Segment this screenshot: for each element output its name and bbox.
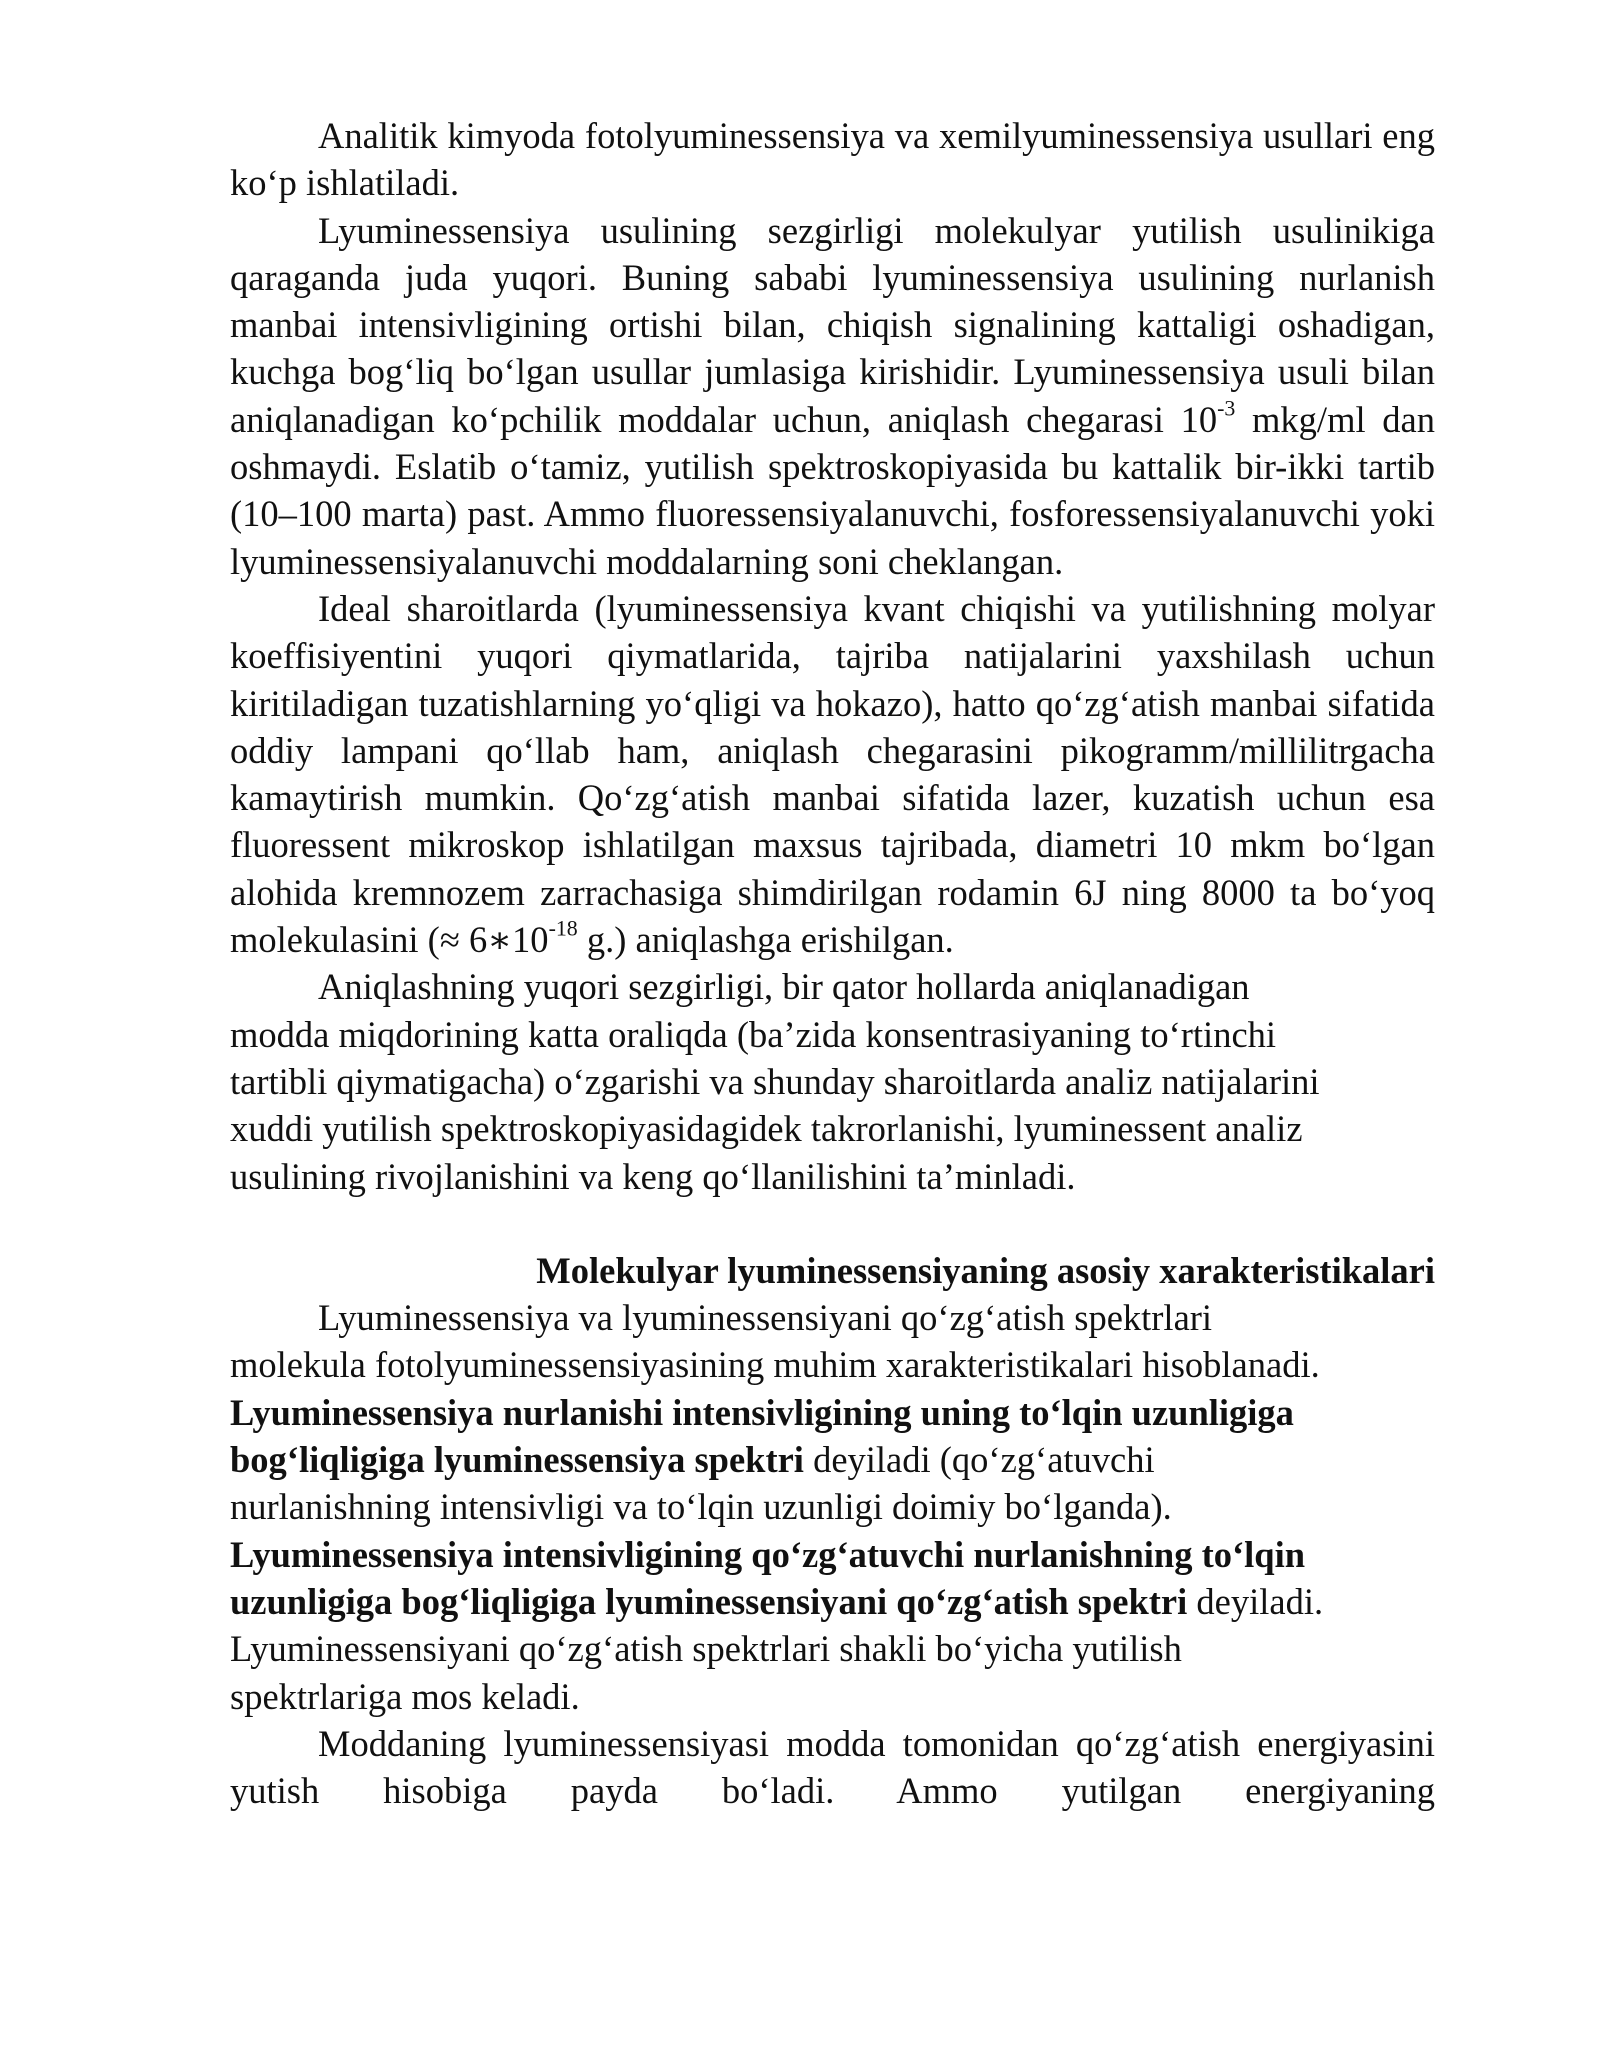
section-heading: Molekulyar lyuminessensiyaning asosiy xarakteristikalari	[536, 1249, 1435, 1291]
paragraph-methods: Analitik kimyoda fotolyuminessensiya va xemilyuminessensiya usullari eng ko‘p ishlatiladi.	[230, 115, 1435, 204]
blank-line	[230, 1200, 1435, 1247]
paragraph-spectra-line: Lyuminessensiya va lyuminessensiyani qo‘zg‘atish spektrlari	[318, 1297, 1213, 1339]
exponent-minus-3: -3	[1217, 395, 1236, 421]
definition-term-excitation-spectrum: uzunligiga bog‘liqligiga lyuminessensiyani qo‘zg‘atish spektri	[230, 1580, 1188, 1622]
paragraph-spectra-line	[230, 1578, 1435, 1625]
definition-term-luminescence-spectrum: bog‘liqligiga lyuminessensiya spektri	[230, 1439, 804, 1481]
paragraph-high-sensitivity-line: usulining rivojlanishini va keng qo‘llanilishini ta’minladi.	[230, 1155, 1076, 1197]
paragraph-ideal-text-1: Ideal sharoitlarda (lyuminessensiya kvant chiqishi va yutilishning molyar koeffisiyentini yuqori qiymatlarida, tajriba natijalarini yaxshilash uchun kiritiladigan tuzatishlarning yo‘qligi va hokazo), hatto qo‘zg‘atish manbai sifatida oddiy lampani qo‘llab ham, aniqlash chegarasini pikogramm/millilitrgacha kamaytirish mumkin. Qo‘zg‘atish manbai sifatida lazer, kuzatish uchun esa fluoressent mikroskop ishlatilgan maxsus tajribada, diametri 10 mkm bo‘lgan alohida kremnozem zarrachasiga shimdirilgan rodamin 6J ning 8000 ta bo‘yoq molekulasini (≈ 6∗10	[230, 587, 1435, 961]
paragraph-energy: Moddaning lyuminessensiyasi modda tomonidan qo‘zg‘atish energiyasini yutish hisobiga payda bo‘ladi. Ammo yutilgan energiyaning	[230, 1722, 1435, 1812]
paragraph-sensitivity-text-2: mkg/ml dan oshmaydi. Eslatib o‘tamiz, yutilish spektroskopiyasida bu kattalik bir-ikki tartib (10–100 marta) past. Ammo fluoressensiyalanuvchi, fosforessensiyalanuvchi yoki lyuminessensiyalanuvchi moddalarning soni cheklangan.	[230, 398, 1435, 582]
definition-bold-line: Lyuminessensiya nurlanishi intensivligining uning to‘lqin uzunligiga	[230, 1391, 1294, 1433]
paragraph-spectra	[230, 1294, 1435, 1720]
definition-suffix: deyiladi (qo‘zg‘atuvchi	[803, 1439, 1155, 1481]
definition-suffix: deyiladi.	[1187, 1580, 1324, 1622]
paragraph-sensitivity	[230, 207, 1435, 585]
paragraph-spectra-line: molekula fotolyuminessensiyasining muhim xarakteristikalari hisoblanadi.	[230, 1344, 1320, 1386]
paragraph-sensitivity-text-1: Lyuminessensiya usulining sezgirligi molekulyar yutilish usulinikiga qaraganda juda yuqori. Buning sababi lyuminessensiya usulining nurlanish manbai intensivligining ortishi bilan, chiqish signalining kattaligi oshadigan, kuchga bog‘liq bo‘lgan usullar jumlasiga kirishidir. Lyuminessensiya usuli bilan aniqlanadigan ko‘pchilik moddalar uchun, aniqlash chegarasi 10	[230, 209, 1435, 440]
paragraph-high-sensitivity-line: modda miqdorining katta oraliqda (ba’zida konsentrasiyaning to‘rtinchi	[230, 1013, 1277, 1055]
paragraph-spectra-line: spektrlariga mos keladi.	[230, 1675, 580, 1717]
paragraph-high-sensitivity-line: tartibli qiymatigacha) o‘zgarishi va shunday sharoitlarda analiz natijalarini	[230, 1060, 1320, 1102]
paragraph-high-sensitivity	[230, 963, 1435, 1199]
document-page	[230, 112, 1435, 1814]
paragraph-spectra-line	[230, 1436, 1435, 1483]
exponent-minus-18: -18	[548, 915, 578, 941]
paragraph-spectra-line: nurlanishning intensivligi va to‘lqin uzunligi doimiy bo‘lganda).	[230, 1486, 1172, 1528]
paragraph-high-sensitivity-line: Aniqlashning yuqori sezgirligi, bir qator hollarda aniqlanadigan	[318, 966, 1250, 1008]
definition-bold-line: Lyuminessensiya intensivligining qo‘zg‘atuvchi nurlanishning to‘lqin	[230, 1533, 1306, 1575]
paragraph-ideal-conditions	[230, 585, 1435, 963]
paragraph-ideal-text-2: g.) aniqlashga erishilgan.	[577, 919, 954, 961]
paragraph-high-sensitivity-line: xuddi yutilish spektroskopiyasidagidek takrorlanishi, lyuminessent analiz	[230, 1108, 1303, 1150]
paragraph-spectra-line: Lyuminessensiyani qo‘zg‘atish spektrlari shakli bo‘yicha yutilish	[230, 1628, 1182, 1670]
